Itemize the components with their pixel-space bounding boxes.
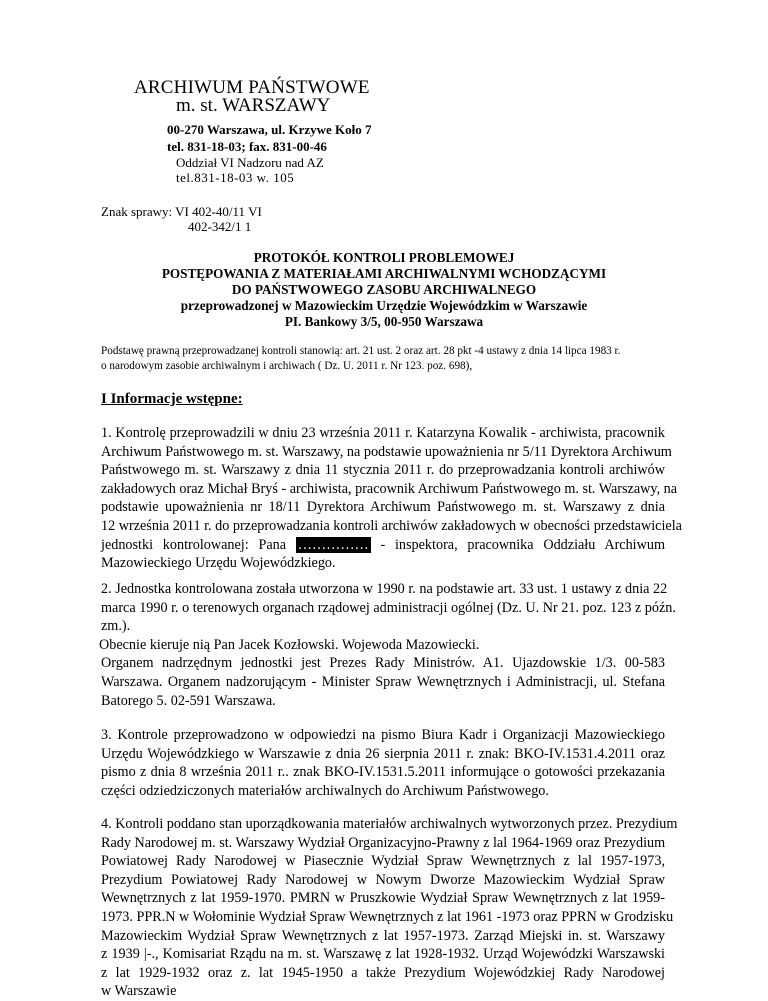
- paragraph-line: w Warszawie: [101, 983, 177, 1000]
- document-title-line4: przeprowadzonej w Mazowieckim Urzędzie Wojewódzkim w Warszawie: [180, 298, 588, 313]
- paragraph-line: 3. Kontrole przeprowadzono w odpowiedzi na pismo Biura Kadr i Organizacji Mazowieckiego: [101, 727, 665, 743]
- paragraph-line-with-redaction: [101, 536, 665, 555]
- paragraph-line: Powiatowej Rady Narodowej w Piasecznie Wydział Spraw Wewnętrznych z lal 1957-1973,: [101, 853, 665, 870]
- case-number-line2: 402-342/1 1: [188, 219, 252, 234]
- paragraph-line: Prezydium Powiatowej Rady Narodowej w Nowym Dworze Mazowieckim Wydział Spraw: [101, 871, 665, 888]
- institution-phone: tel. 831-18-03; fax. 831-00-46: [167, 139, 327, 154]
- paragraph-4: [101, 815, 678, 1001]
- paragraph-line: 1. Kontrolę przeprowadzili w dniu 23 września 2011 r. Katarzyna Kowalik - archiwista, pracownik: [101, 425, 665, 441]
- branch-phone: tel.831-18-03 w. 105: [176, 170, 295, 185]
- legal-basis-line1: Podstawę prawną przeprowadzanej kontroli stanowią: art. 21 ust. 2 oraz art. 28 pkt -4 ustawy z dnia 14 lipca 1983 r.: [101, 345, 621, 357]
- document-title-line5: PI. Bankowy 3/5, 00-950 Warszawa: [284, 314, 484, 329]
- paragraph-line: Organem nadrzędnym jednostki jest Prezes Rady Ministrów. A1. Ujazdowskie 1/3. 00-583: [101, 655, 665, 672]
- paragraph-text: jednostki kontrolowanej: Pana: [101, 536, 287, 553]
- institution-city: m. st. WARSZAWY: [176, 95, 331, 116]
- paragraph-line: Warszawa. Organem nadzorującym - Minister Spraw Wewnętrznych i Administracji, ul. Stefana: [101, 673, 665, 690]
- branch-name: Oddział VI Nadzoru nad AZ: [176, 155, 324, 170]
- paragraph-line: zm.).: [101, 618, 131, 635]
- redacted-name: ……………: [297, 536, 369, 553]
- case-number-line1: Znak sprawy: VI 402-40/11 VI: [101, 204, 262, 219]
- institution-name: ARCHIWUM PAŃSTWOWE: [134, 77, 370, 98]
- paragraph-line: Mazowieckim Wydział Spraw Wewnętrznych z lat 1957-1973. Zarząd Miejski in. st. Warszawy: [101, 927, 665, 944]
- paragraph-line: Wewnętrznych z lat 1959-1970. PMRN w Pruszkowie Wydział Spraw Wewnętrznych z lat 1959-: [101, 890, 665, 907]
- paragraph-line: zakładowych oraz Michał Bryś - archiwista, pracownik Archiwum Państwowego m. st. Warszawy, na: [101, 480, 678, 497]
- paragraph-line: Urzędu Wojewódzkiego w Warszawie z dnia 26 sierpnia 2011 r. znak: BKO-IV.1531.4.2011 oraz: [101, 745, 665, 762]
- paragraph-line: z 1939 |-., Komisariat Rządu na m. st. Warszawę z lat 1928-1932. Urząd Wojewódzki Warszawski: [101, 946, 665, 963]
- paragraph-line: Państwowego m. st. Warszawy z dnia 11 stycznia 2011 r. do przeprowadzania kontroli archiwów: [101, 462, 665, 479]
- paragraph-line: 4. Kontroli poddano stan uporządkowania materiałów archiwalnych wytworzonych przez. Prezydium: [101, 816, 678, 832]
- paragraph-line: 1973. PPR.N w Wołominie Wydział Spraw Wewnętrznych z lat 1961 -1973 oraz PPRN w Grodzisku: [101, 908, 674, 925]
- paragraph-line: Obecnie kieruje nią Pan Jacek Kozłowski. Wojewoda Mazowiecki.: [99, 636, 480, 653]
- paragraph-line: Rady Narodowej m. st. Warszawy Wydział Organizacyjno-Prawny z lal 1964-1969 oraz Prezydium: [101, 834, 666, 851]
- section-heading: I Informacje wstępne:: [101, 391, 243, 407]
- paragraph-text: - inspektora, pracownika Oddziału Archiwum: [380, 536, 666, 553]
- paragraph-3: [101, 726, 665, 800]
- paragraph-line: 12 września 2011 r. do przeprowadzania kontroli archiwów zakładowych w obecności przedstawiciela: [101, 517, 682, 534]
- paragraph-line: marca 1990 r. o terenowych organach rządowej administracji ogólnej (Dz. U. Nr 21. poz. 123 z późn.: [101, 599, 676, 616]
- paragraph-2: [99, 580, 676, 710]
- paragraph-line: z lat 1929-1932 oraz z. lat 1945-1950 a także Prezydium Wojewódzkiej Rady Narodowej: [101, 964, 665, 981]
- paragraph-line: podstawie upoważnienia nr 18/11 Dyrektora Archiwum Państwowego m. st. Warszawy z dnia: [101, 499, 665, 516]
- document-title-line1: PROTOKÓŁ KONTROLI PROBLEMOWEJ: [253, 250, 515, 265]
- paragraph-line: pismo z dnia 8 września 2011 r.. znak BKO-IV.1531.5.2011 informujące o gotowości przekazania: [101, 764, 665, 781]
- institution-address: 00-270 Warszawa, ul. Krzywe Koło 7: [167, 122, 372, 137]
- document-title-line3: DO PAŃSTWOWEGO ZASOBU ARCHIWALNEGO: [231, 282, 537, 297]
- paragraph-line: 2. Jednostka kontrolowana została utworzona w 1990 r. na podstawie art. 33 ust. 1 ustawy z dnia 22: [101, 581, 668, 597]
- paragraph-line: Archiwum Państwowego m. st. Warszawy, na podstawie upoważnienia nr 5/11 Dyrektora Archiwum: [101, 443, 672, 460]
- paragraph-1: [101, 424, 682, 573]
- paragraph-line: części odziedziczonych materiałów archiwalnych do Archiwum Państwowego.: [101, 782, 549, 799]
- paragraph-line: Batorego 5. 02-591 Warszawa.: [101, 692, 276, 709]
- paragraph-line: Mazowieckiego Urzędu Wojewódzkiego.: [101, 555, 336, 572]
- document-title-line2: POSTĘPOWANIA Z MATERIAŁAMI ARCHIWALNYMI WCHODZĄCYMI: [161, 266, 607, 281]
- legal-basis-line2: o narodowym zasobie archiwalnym i archiwach ( Dz. U. 2011 r. Nr 123. poz. 698),: [101, 360, 473, 372]
